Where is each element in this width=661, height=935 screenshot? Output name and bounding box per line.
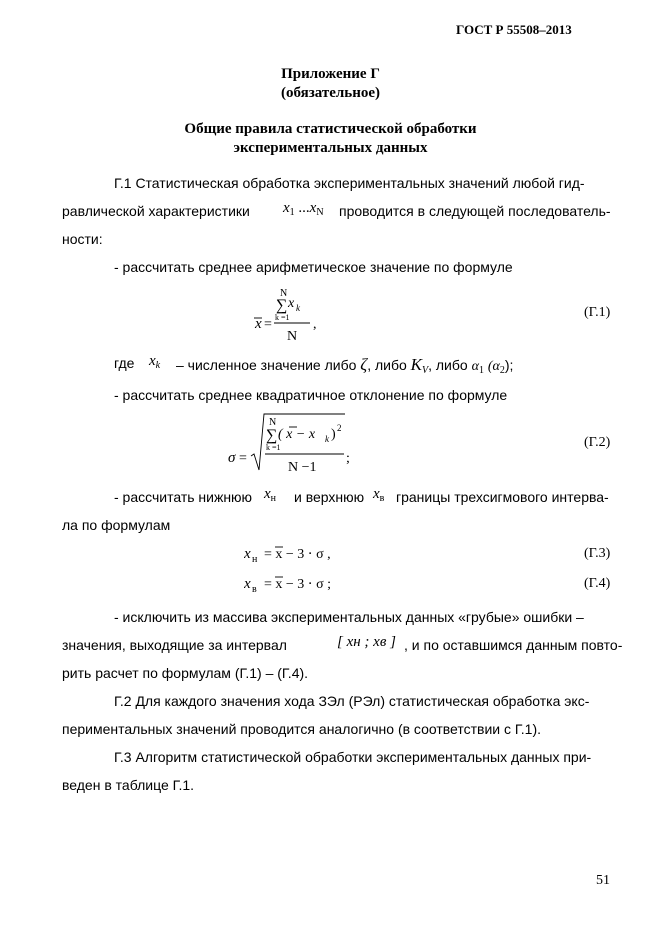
section-title-line1: Общие правила статистической обработки [184,121,477,137]
xk-symbol: $x_k$ [149,353,161,371]
f1-denominator: N [287,329,298,344]
x-lower-symbol: $x_н$ [264,486,277,504]
step-exclude-b1: значения, выходящие за интервал [62,637,287,653]
f1-sum-bottom: k =1 [275,313,290,322]
equation-number-g4: (Г.4) [584,576,611,591]
g1-line3: ности: [62,231,103,247]
g3-line2: веден в таблице Г.1. [62,777,195,793]
formula-g3 [244,542,374,564]
f3-rhs: = x − 3 ⋅ σ , [264,547,331,562]
f1-tail: , [313,317,317,332]
equation-number-g3: (Г.3) [584,546,611,561]
f3-lhs-sub: н [252,554,258,564]
step-bounds-d: ла по формулам [62,517,171,533]
f2-power: 2 [337,423,342,433]
step-mean: - рассчитать среднее арифметическое значение по формуле [114,259,513,275]
x-upper-symbol: $x_в$ [373,486,385,504]
x1-to-xN: $x_1$ $...x_N$ [283,200,324,218]
f1-sum-sign: ∑ [276,297,288,314]
f2-tail: ; [346,451,350,466]
f3-lhs: x [244,546,251,562]
g2-line1: Г.2 Для каждого значения хода ЗЭл (РЭл) статистическая обработка экс- [114,693,590,709]
f2-sigma: σ [228,450,236,466]
f1-lhs: x [255,316,262,332]
f2-inner-sub: k [325,434,329,444]
f2-sum-sign: ∑ [266,427,278,444]
f4-lhs-sub: в [252,584,257,594]
step-std: - рассчитать среднее квадратичное отклонение по формуле [114,387,508,403]
page-number: 51 [596,873,610,888]
g1-line2b: проводится в следующей последователь- [339,203,611,219]
where-label: где [114,355,135,371]
step-exclude-a: - исключить из массива экспериментальных данных «грубые» ошибки – [114,609,584,625]
where-description: – численное значение либо ζ, либо $K_V$, либо $\alpha_1$ $(\alpha_2)$; [176,355,514,376]
f2-denominator: N −1 [288,460,317,475]
f1-sum-var-sub: k [296,303,300,313]
equation-number-g2: (Г.2) [584,435,611,450]
f2-sum-bottom: k =1 [266,443,281,452]
interval-expression: [ xн ; xв ] [337,634,396,650]
f2-inner-close: ) [331,427,336,442]
equation-number-g1: (Г.1) [584,305,611,320]
step-bounds-b: и верхнюю [294,489,365,505]
formula-g2 [224,410,364,478]
step-exclude-b2: , и по оставшимся данным повто- [404,637,623,653]
step-exclude-c: рить расчет по формулам (Г.1) – (Г.4). [62,665,309,681]
step-bounds-c: границы трехсигмового интерва- [396,489,609,505]
g2-line2: периментальных значений проводится аналогично (в соответствии с Г.1). [62,721,541,737]
step-bounds-a: - рассчитать нижнюю [114,489,253,505]
appendix-subtitle: (обязательное) [280,85,381,101]
g3-line1: Г.3 Алгоритм статистической обработки экспериментальных данных при- [114,749,592,765]
f1-eq: = [264,317,272,332]
g1-line2a: равлической характеристики [62,203,250,219]
f1-sum-var: x [288,296,295,311]
formula-g1 [250,282,350,344]
document-id: ГОСТ Р 55508–2013 [456,22,572,37]
f4-rhs: = x − 3 ⋅ σ ; [264,577,332,592]
f4-lhs: x [244,576,251,592]
f1-sum-top: N [280,288,288,299]
formula-g4 [244,572,374,594]
f2-eq: = [239,451,247,466]
f2-sum-top: N [269,417,277,428]
appendix-title: Приложение Г [281,66,380,82]
f2-inner: ( x − x [278,427,316,442]
g1-line1: Г.1 Статистическая обработка экспериментальных значений любой гид- [114,175,585,191]
section-title-line2: экспериментальных данных [233,140,428,156]
